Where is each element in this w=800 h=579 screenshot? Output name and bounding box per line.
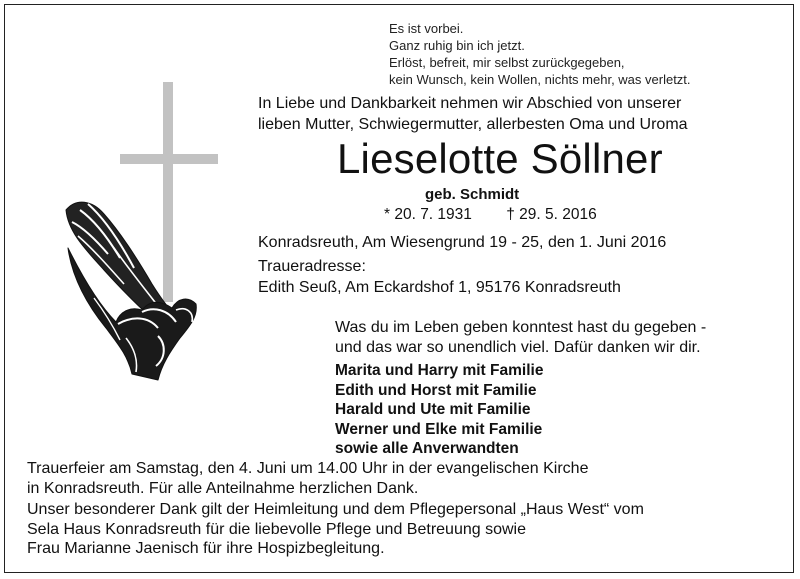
- death-date: † 29. 5. 2016: [506, 206, 597, 223]
- praying-hands-icon: [58, 188, 208, 383]
- thanks-notice: [27, 500, 644, 559]
- family-line: Edith und Horst mit Familie: [335, 381, 537, 399]
- family-line: Harald und Ute mit Familie: [335, 401, 531, 418]
- deceased-name: Lieselotte Söllner: [337, 135, 663, 182]
- funeral-notice: [27, 459, 588, 498]
- verse-line: Was du im Leben geben konntest hast du gegeben -: [335, 319, 707, 336]
- funeral-line: in Konradsreuth. Für alle Anteilnahme herzlichen Dank.: [27, 479, 419, 497]
- mourning-address: Edith Seuß, Am Eckardshof 1, 95176 Konradsreuth: [258, 279, 621, 296]
- poem-line: kein Wunsch, kein Wollen, nichts mehr, was verletzt.: [389, 72, 691, 87]
- poem-line: Ganz ruhig bin ich jetzt.: [389, 38, 525, 53]
- life-dates: [384, 206, 597, 224]
- thanks-line: Unser besonderer Dank gilt der Heimleitung und dem Pflegepersonal „Haus West“ vom: [27, 501, 644, 518]
- place-date: Konradsreuth, Am Wiesengrund 19 - 25, den 1. Juni 2016: [258, 234, 667, 251]
- poem-line: Erlöst, befreit, mir selbst zurückgegeben,: [389, 55, 625, 70]
- family-line: Marita und Harry mit Familie: [335, 362, 544, 379]
- intro-line: lieben Mutter, Schwiegermutter, allerbesten Oma und Uroma: [258, 116, 688, 133]
- intro-line: In Liebe und Dankbarkeit nehmen wir Abschied von unserer: [258, 95, 682, 112]
- thanks-line: Sela Haus Konradsreuth für die liebevolle Pflege und Betreuung sowie: [27, 520, 526, 538]
- family-list: [335, 361, 543, 459]
- family-line: sowie alle Anverwandten: [335, 440, 519, 457]
- thanks-line: Frau Marianne Jaenisch für ihre Hospizbegleitung.: [27, 540, 385, 557]
- verse-line: und das war so unendlich viel. Dafür danken wir dir.: [335, 339, 701, 356]
- maiden-name: geb. Schmidt: [425, 186, 520, 203]
- intro-text: [258, 93, 688, 135]
- address-block: [258, 232, 666, 298]
- poem-line: Es ist vorbei.: [389, 21, 464, 36]
- birth-date: * 20. 7. 1931: [384, 206, 472, 223]
- mourning-address-label: Traueradresse:: [258, 258, 366, 275]
- verse: [335, 318, 706, 358]
- family-line: Werner und Elke mit Familie: [335, 420, 543, 438]
- funeral-line: Trauerfeier am Samstag, den 4. Juni um 14.00 Uhr in der evangelischen Kirche: [27, 460, 589, 477]
- poem: [389, 20, 691, 88]
